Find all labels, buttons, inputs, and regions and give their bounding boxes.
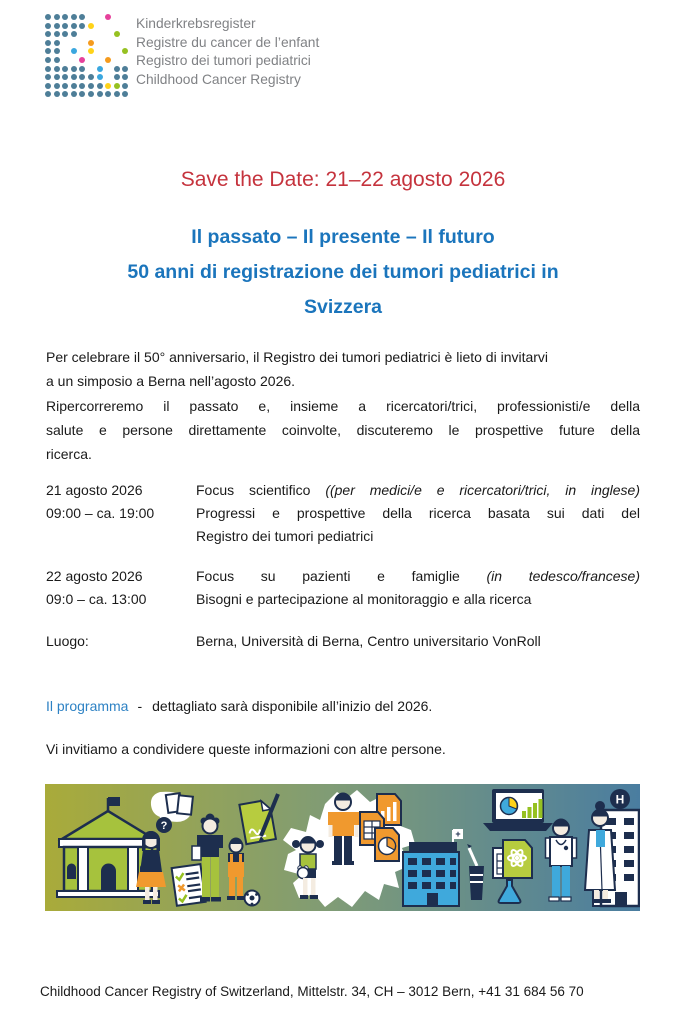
logo-dots [45, 14, 131, 100]
session-title: Focus su pazienti e famiglie [196, 568, 487, 584]
session-title: Focus scientifico [196, 482, 326, 498]
logo-dot [114, 66, 120, 72]
stethoscope-icon [564, 846, 568, 850]
date-label: 22 agosto 2026 [46, 568, 143, 584]
text-line: Kinderkrebsregister [136, 16, 256, 31]
text-line: a un simposio a Berna nell’agosto 2026. [46, 373, 296, 390]
logo-dot [114, 91, 120, 97]
date-label: 21 agosto 2026 [46, 482, 143, 498]
logo-dot [54, 91, 60, 97]
logo-dot [114, 31, 120, 37]
symposium-title-line1: Il passato – Il presente – Il futuro [191, 226, 495, 248]
logo-dot [62, 14, 68, 20]
logo-dot [122, 48, 128, 54]
logo-dot [71, 83, 77, 89]
logo-dot [62, 74, 68, 80]
logo-dot [79, 83, 85, 89]
text-line: Ripercorreremo il passato e, insieme a ricercatori/trici, professionisti/e della [46, 397, 640, 414]
logo-dot [105, 14, 111, 20]
logo-dot [71, 14, 77, 20]
logo-dot [71, 23, 77, 29]
logo-dot [54, 31, 60, 37]
logo-dot [79, 91, 85, 97]
logo-dot [122, 91, 128, 97]
logo-dot [54, 14, 60, 20]
logo-dot [45, 40, 51, 46]
logo-dot [45, 14, 51, 20]
text-line: Registro dei tumori pediatrici [136, 53, 311, 69]
logo-dot [54, 23, 60, 29]
text-line: Registre du cancer de l’enfant [136, 34, 320, 50]
logo-dot [88, 83, 94, 89]
session-desc-line: Bisogni e partecipazione al monitoraggio e alla ricerca [196, 591, 532, 607]
logo-dot [45, 23, 51, 29]
logo-dot [79, 57, 85, 63]
logo-dot [54, 66, 60, 72]
logo-dot [88, 91, 94, 97]
teddy-bear-icon [298, 868, 309, 879]
save-date-heading: Save the Date: 21–22 agosto 2026 [180, 168, 506, 191]
logo-dot [45, 57, 51, 63]
session-title-line [196, 479, 640, 502]
logo-dot [54, 48, 60, 54]
laptop-chart-icon [483, 789, 553, 831]
logo-dot [122, 83, 128, 89]
logo-dot [79, 66, 85, 72]
logo-dot [79, 14, 85, 20]
logo-dot [45, 91, 51, 97]
logo-dot [88, 74, 94, 80]
time-label: 09:00 – ca. 19:00 [46, 505, 155, 521]
logo-dot [54, 57, 60, 63]
logo-dot [54, 83, 60, 89]
schedule-row-location [46, 630, 640, 653]
logo-dot [122, 74, 128, 80]
session-column [196, 479, 640, 548]
session-desc-line: Registro dei tumori pediatrici [196, 528, 374, 544]
logo-dot [71, 91, 77, 97]
logo-dot [45, 66, 51, 72]
logo-dot [97, 83, 103, 89]
session-note: (in tedesco/francese) [486, 568, 641, 584]
logo-dot [71, 48, 77, 54]
text-line: Per celebrare il 50° anniversario, il Registro dei tumori pediatrici è lieto di invitarvi [46, 349, 549, 365]
text-line: salute e persone direttamente coinvolte, discuteremo le prospettive future della [46, 421, 640, 438]
date-column [46, 479, 196, 548]
session-note: ((per medici/e e ricercatori/trici, in inglese) [325, 482, 640, 498]
logo-dot [71, 31, 77, 37]
symposium-title-line3: Svizzera [303, 296, 383, 318]
logo-dot [114, 74, 120, 80]
text-line: ricerca. [46, 446, 92, 463]
logo-dot [62, 31, 68, 37]
intro-paragraphs [46, 345, 640, 466]
time-label: 09:0 – ca. 13:00 [46, 591, 147, 607]
program-rest: dettagliato sarà disponibile all’inizio del 2026. [152, 698, 433, 714]
logo-dot [62, 83, 68, 89]
logo-dot [45, 48, 51, 54]
logo-dot [45, 74, 51, 80]
text-line: Childhood Cancer Registry [136, 72, 301, 88]
program-dash: - [137, 698, 143, 714]
logo-dot [97, 74, 103, 80]
logo-dot [79, 23, 85, 29]
banner-illustration [45, 784, 640, 911]
program-link[interactable]: Il programma [46, 698, 129, 714]
symposium-title-line2: 50 anni di registrazione dei tumori pediatrici in [127, 261, 559, 283]
logo-dot [88, 40, 94, 46]
logo-dot [114, 83, 120, 89]
logo-dot [54, 40, 60, 46]
logo-dot [105, 91, 111, 97]
logo-dot [54, 74, 60, 80]
hospital-sign-icon: H [615, 792, 625, 807]
logo-dot [45, 31, 51, 37]
session-column [196, 565, 640, 611]
logo-dot [62, 23, 68, 29]
date-column [46, 565, 196, 611]
logo-dot [71, 66, 77, 72]
logo-dot [62, 66, 68, 72]
logo-dot [88, 23, 94, 29]
logo-dot [97, 91, 103, 97]
logo-dot [122, 66, 128, 72]
location-value: Berna, Università di Berna, Centro universitario VonRoll [196, 633, 541, 649]
cross-flag-icon: + [455, 829, 461, 839]
logo-dot [45, 83, 51, 89]
location-label: Luogo: [46, 633, 89, 649]
program-line [46, 698, 432, 714]
schedule-row-day2 [46, 565, 640, 611]
session-desc-line: Progressi e prospettive della ricerca basata sui dati del [196, 505, 640, 521]
logo-dot [88, 48, 94, 54]
logo-text [136, 15, 319, 90]
logo-dot [71, 74, 77, 80]
logo-dot [62, 91, 68, 97]
logo-dot [79, 74, 85, 80]
logo-dot [105, 83, 111, 89]
footer-address: Childhood Cancer Registry of Switzerland, Mittelstr. 34, CH – 3012 Bern, +41 31 684 56 70 [40, 984, 584, 999]
share-note: Vi invitiamo a condividere queste informazioni con altre persone. [46, 741, 446, 757]
logo-dot [97, 66, 103, 72]
schedule-row-day1 [46, 479, 640, 548]
session-title-line [196, 565, 640, 588]
question-mark-icon: ? [160, 820, 168, 832]
logo-dot [105, 57, 111, 63]
